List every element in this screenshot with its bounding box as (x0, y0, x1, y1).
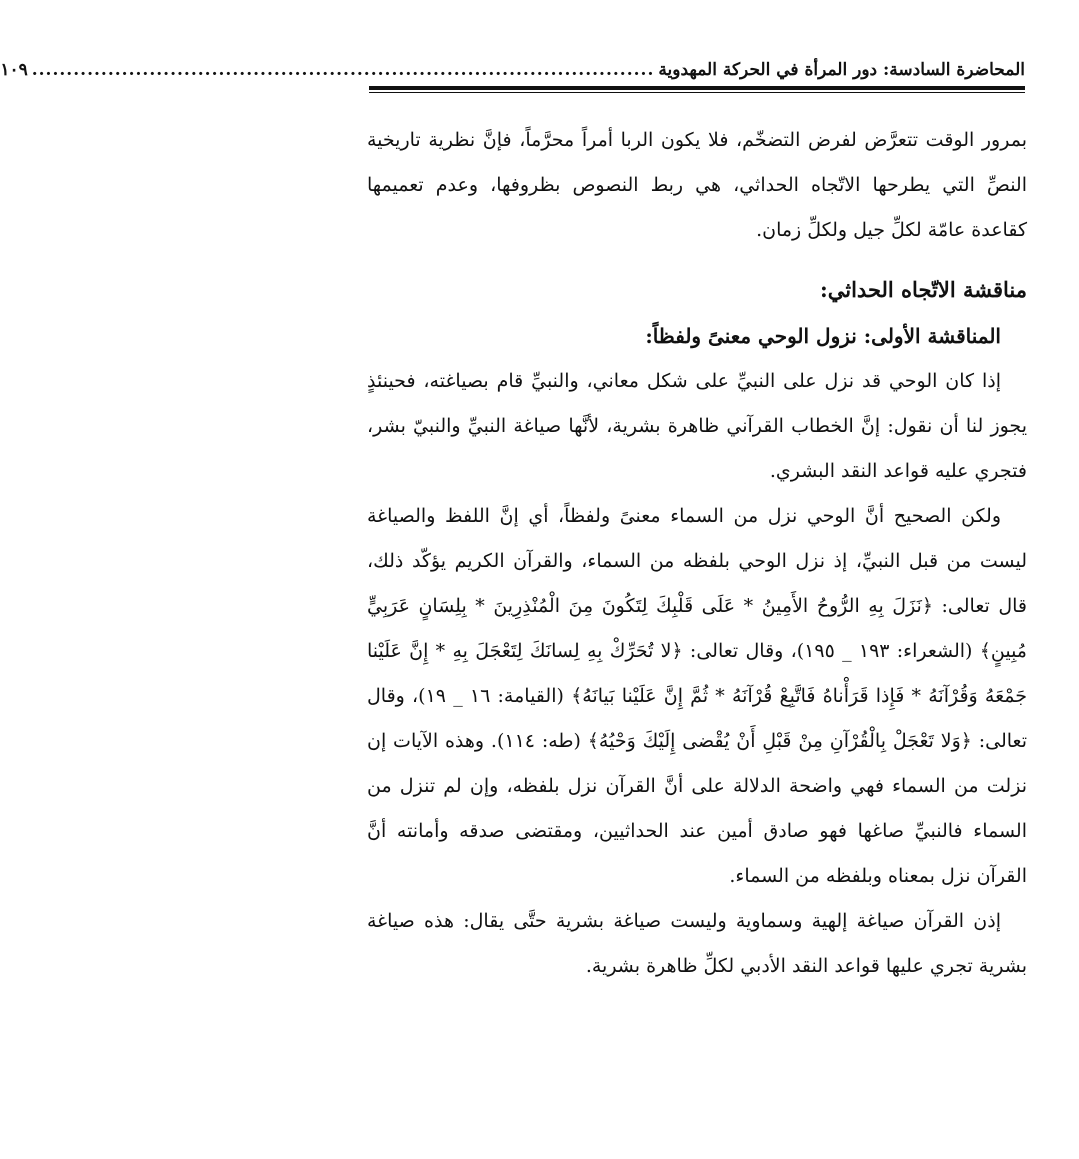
paragraph: إذا كان الوحي قد نزل على النبيِّ على شكل معاني، والنبيِّ قام بصياغته، فحينئذٍ يجوز لنا أن نقول: إنَّ الخطاب القرآني ظاهرة بشرية، لأنَّها صياغة النبيِّ والنبيّ بشر، فتجري عليه قواعد النقد البشري. (367, 370, 1027, 482)
subsection-heading: المناقشة الأولى: نزول الوحي معنىً ولفظاً: (645, 324, 1001, 348)
paragraph: بمرور الوقت تتعرَّض لفرض التضخّم، فلا يكون الربا أمراً محرَّماً، فإنَّ نظرية تاريخية النصِّ التي يطرحها الاتّجاه الحداثي، هي ربط النصوص بظروفها، وعدم تعميمها كقاعدة عامّة لكلِّ جيل ولكلِّ زمان. (367, 129, 1027, 241)
leader-dots: .......................................................................................... (31, 60, 655, 80)
paragraph: إذن القرآن صياغة إلهية وسماوية وليست صياغة بشرية حتَّى يقال: هذه صياغة بشرية تجري عليها قواعد النقد الأدبي لكلِّ ظاهرة بشرية. (367, 910, 1027, 977)
page-number: ١٠٩ (0, 60, 28, 80)
header-rule-thick (369, 86, 1025, 90)
header-rule-thin (369, 92, 1025, 93)
paragraph: ولكن الصحيح أنَّ الوحي نزل من السماء معنىً ولفظاً، أي إنَّ اللفظ والصياغة ليست من قبل النبيِّ، إذ نزل الوحي بلفظه من السماء، والقرآن الكريم يؤكّد ذلك، قال تعالى: ﴿نَزَلَ بِهِ الرُّوحُ الأَمِينُ * عَلَى قَلْبِكَ لِتَكُونَ مِنَ الْمُنْذِرِينَ * بِلِسَانٍ عَرَبِيٍّ مُبِينٍ﴾ (الشعراء: ١٩٣ _ ١٩٥)، وقال تعالى: ﴿لا تُحَرِّكْ بِهِ لِسانَكَ لِتَعْجَلَ بِهِ * إِنَّ عَلَيْنا جَمْعَهُ وَقُرْآنَهُ * فَإِذا قَرَأْناهُ فَاتَّبِعْ قُرْآنَهُ * ثُمَّ إِنَّ عَلَيْنا بَيانَهُ﴾ (القيامة: ١٦ _ ١٩)، وقال تعالى: ﴿وَلا تَعْجَلْ بِالْقُرْآنِ مِنْ قَبْلِ أَنْ يُقْضى إِلَيْكَ وَحْيُهُ﴾ (طه: ١١٤). وهذه الآيات إن نزلت من السماء فهي واضحة الدلالة على أنَّ القرآن نزل بلفظه، وإن لم تنزل من السماء فالنبيِّ صاغها فهو صادق أمين عند الحداثيين، ومقتضى صدقه وأمانته أنَّ القرآن نزل بمعناه وبلفظه من السماء. (367, 505, 1028, 887)
section-heading: مناقشة الاتّجاه الحداثي: (820, 277, 1027, 302)
page-body (367, 118, 1027, 989)
running-header (0, 52, 1025, 80)
running-title: المحاضرة السادسة: دور المرأة في الحركة المهدوية (658, 60, 1025, 80)
